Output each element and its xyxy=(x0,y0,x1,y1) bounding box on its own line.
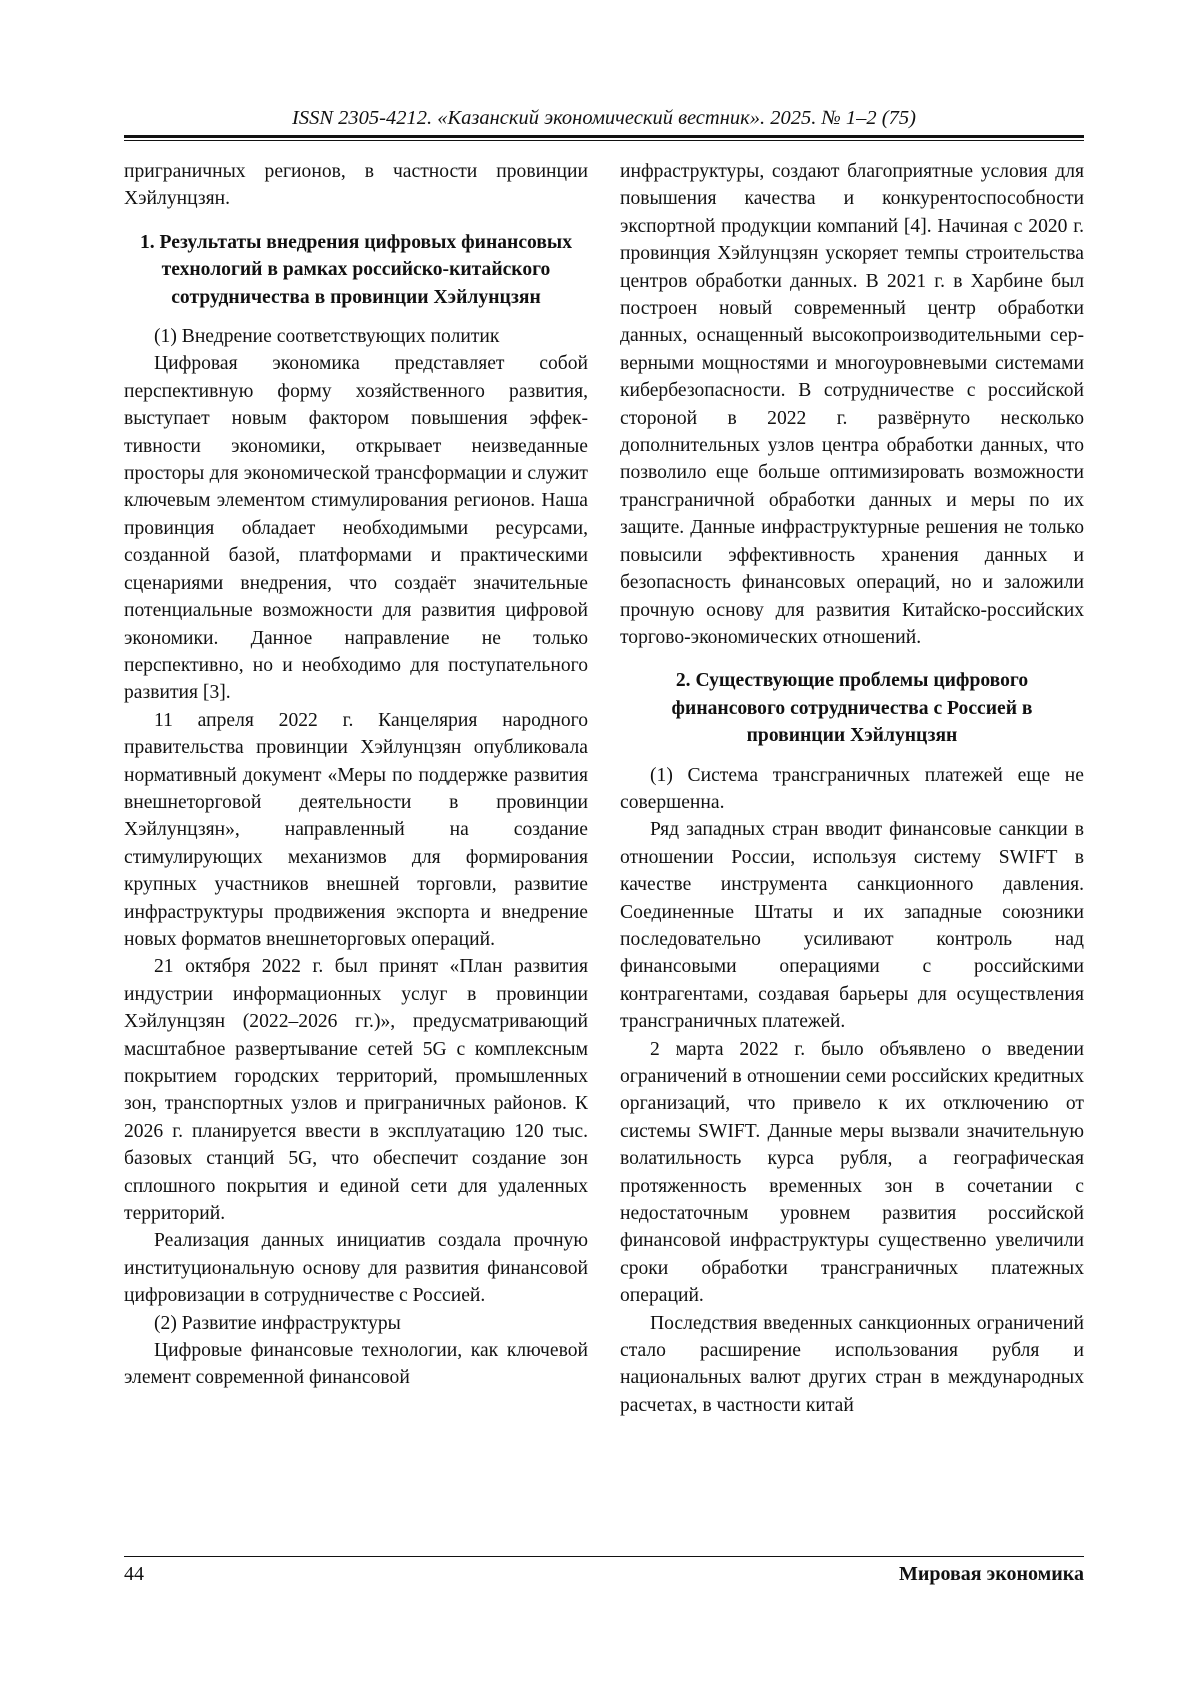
subsection-heading: (2) Развитие инфраструктуры xyxy=(154,1312,401,1334)
right-column xyxy=(620,158,1084,1419)
section-heading-1: 1. Результаты внедрения цифровых финансовых технологий в рамках российско-китайского сотрудничества в провинции Хэйлунцзян xyxy=(139,231,573,308)
subsection-heading: (1) Внедрение соответствующих политик xyxy=(154,326,500,348)
paragraph: Цифровая экономика представляет собой перспективную форму хозяйственного развития, выступает новым фактором повышения эффективности экономики, открывает неизведанные просторы для экономической трансформации и служит ключевым элементом стимулирования регионов. Наша провинция обладает необходимыми ресурсами, созданной базой, платформами и практическими сценариями внедрения, что создаёт значительные потенциальные возможности для развития цифровой экономики. Данное направление не только перспективно, но и необходимо для поступательного развития [3]. xyxy=(124,353,588,704)
paragraph: 21 октября 2022 г. был принят «План развития индустрии информационных услуг в провинции Хэйлунцзян (2022–2026 гг.)», предусматривающий масштабное развертывание сетей 5G с комплексным покрытием городских территорий, промышленных зон, транспортных узлов и приграничных районов. К 2026 г. планируется ввести в эксплуатацию 120 тыс. базовых станций 5G, что обеспечит создание зон сплошного покрытия и единой сети для удаленных территорий. xyxy=(124,956,588,1225)
footer-rule xyxy=(124,1556,1084,1557)
left-column xyxy=(124,158,588,1392)
paragraph: Реализация данных инициатив создала прочную институциональную основу для развития финансовой цифровизации в сотрудничестве с Россией. xyxy=(124,1230,588,1307)
running-header: ISSN 2305-4212. «Казанский экономический вестник». 2025. № 1–2 (75) xyxy=(292,107,916,129)
paragraph: Цифровые финансовые технологии, как ключевой элемент современной финансовой xyxy=(124,1340,588,1389)
subsection-heading: (1) Система трансграничных платежей еще не совершенна. xyxy=(620,764,1084,813)
header-rule-thick xyxy=(124,135,1084,138)
page-number: 44 xyxy=(124,1563,144,1585)
section-heading-2: 2. Существующие проблемы цифрового финансового сотрудничества с Россией в провинции Хэйлунцзян xyxy=(671,670,1033,747)
paragraph: 11 апреля 2022 г. Канцелярия народного правительства провинции Хэйлунцзян опубликовала нормативный документ «Меры по поддержке развития внешнеторговой деятельности в провинции Хэйлунцзян», направленный на создание стимулирующих механизмов для формирования крупных участников внешней торговли, развитие инфраструктуры продвижения экспорта и внедрение новых форматов внешнеторговых операций. xyxy=(124,709,588,950)
paragraph: инфраструктуры, создают благоприятные условия для повышения качества и конкурентоспособности экспортной продукции компаний [4]. Начиная с 2020 г. провинция Хэйлунцзян ускоряет темпы строительства центров обработки данных. В 2021 г. в Харбине был построен новый современный центр обработки данных, оснащенный высокопроизводительными серверными мощностями и многоуровневыми системами кибербезопасности. В сотрудничестве с российской стороной в 2022 г. развёрнуто несколько дополнительных узлов центра обработки данных, что позволило еще больше оптимизировать возможности трансграничной обработки данных и меры по их защите. Данные инфраструктурные решения не только повысили эффективность хранения данных и безопасность финансовых операций, но и заложили прочную основу для развития Китайско-российских торгово-экономических отношений. xyxy=(620,161,1084,648)
paragraph: 2 марта 2022 г. было объявлено о введении ограничений в отношении семи российских кредитных организаций, что привело к их отключению от системы SWIFT. Данные меры вызвали значительную волатильность курса рубля, а географическая протяженность временных зон в сочетании с недостаточным уровнем развития российской финансовой инфраструктуры существенно увеличили сроки обработки трансграничных платежных операций. xyxy=(620,1038,1084,1307)
paragraph: приграничных регионов, в частности провинции Хэйлунцзян. xyxy=(124,161,588,210)
paragraph: Ряд западных стран вводит финансовые санкции в отношении России, используя систему SWIFT в качестве инструмента санкционного давления. Соединенные Штаты и их западные союзники последовательно усиливают контроль над финансовыми операциями с российскими контрагентами, создавая барьеры для осуществления трансграничных платежей. xyxy=(620,819,1084,1033)
header-rule-thin xyxy=(124,140,1084,141)
paragraph: Последствия введенных санкционных ограничений стало расширение использования рубля и национальных валют других стран в международных расчетах, в частности китай xyxy=(620,1312,1084,1416)
journal-section-name: Мировая экономика xyxy=(898,1563,1084,1585)
